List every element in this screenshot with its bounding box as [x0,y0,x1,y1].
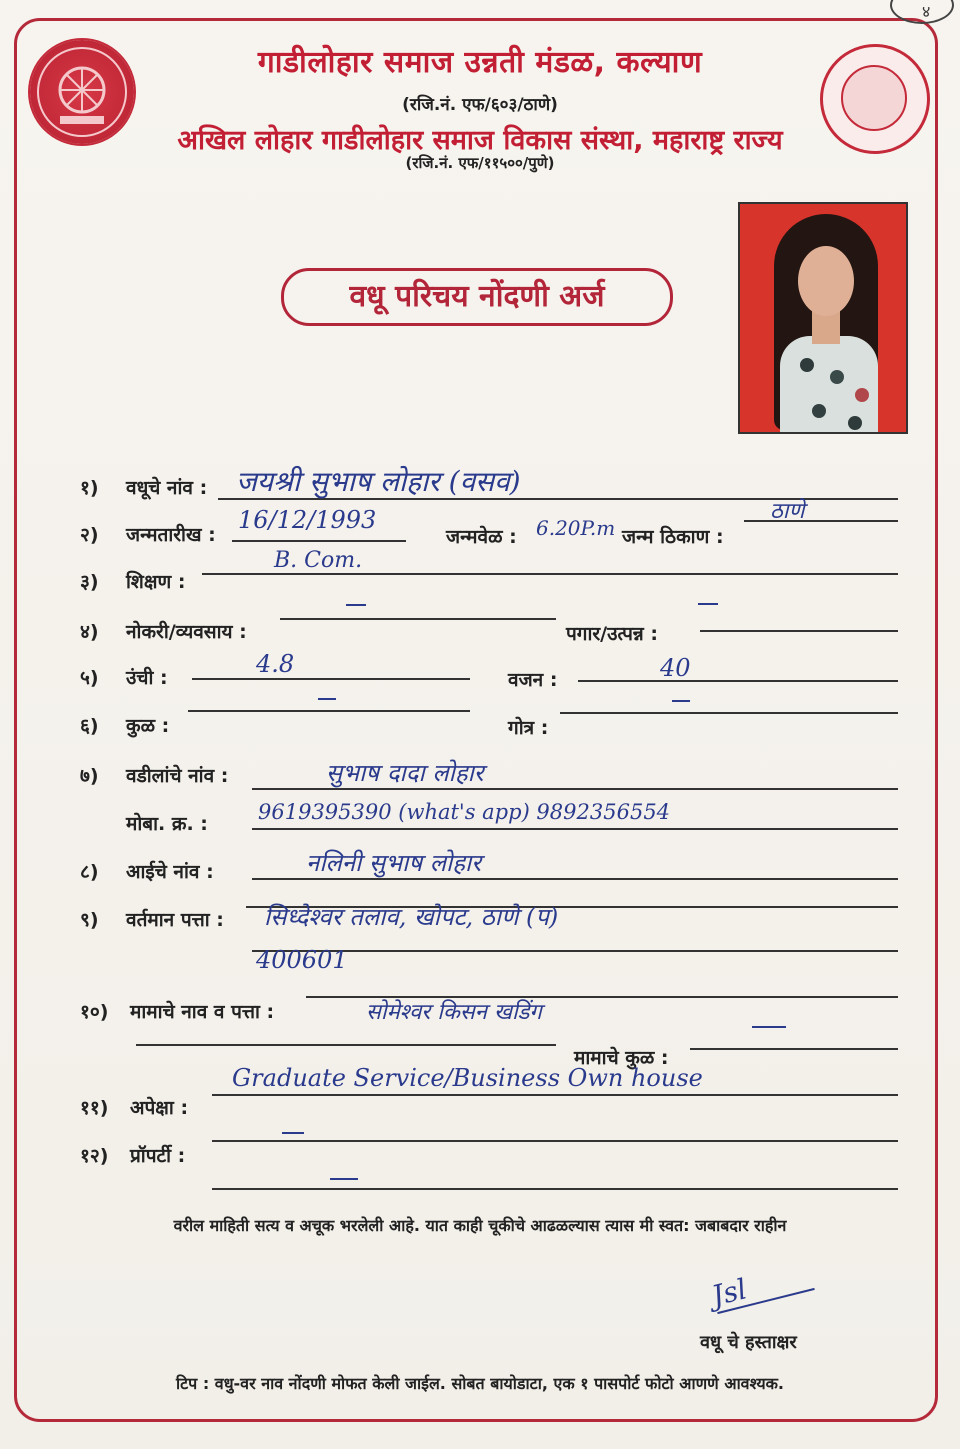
declaration-text: वरील माहिती सत्य व अचूक भरलेली आहे. यात काही चूकीचे आढळल्यास त्यास मी स्वत: जबाबदार राहीन [173,1216,787,1235]
income-label: पगार/उत्पन्न : [566,623,658,645]
org-name-primary: गाडीलोहार समाज उन्नती मंडळ, कल्याण [257,45,703,80]
row-number: ३) [80,571,99,593]
birth-time-label: जन्मवेळ : [446,526,517,548]
row-number: २) [80,524,99,546]
expectations-value[interactable]: Graduate Service/Business Own house [232,1064,703,1092]
occupation-label: नोकरी/व्यवसाय : [126,621,247,643]
father-name-label: वडीलांचे नांव : [126,765,229,787]
bride-photo [738,202,908,434]
income-line [700,630,898,632]
signature-label: वधू चे हस्ताक्षर [700,1332,797,1353]
mother-name-value[interactable]: नलिनी सुभाष लोहार [306,849,482,877]
weight-line [578,680,898,682]
occupation-blank-mark [346,604,366,606]
bride-name-value[interactable]: जयश्री सुभाष लोहार (वसव) [236,465,521,498]
address-label: वर्तमान पत्ता : [126,909,224,931]
expectations-line-2 [212,1140,898,1142]
row-number: १०) [80,1001,109,1023]
gotra-blank-mark [672,700,690,702]
maternal-uncle-value[interactable]: सोमेश्वर किसन खडिंग [366,1000,542,1025]
bride-signature: Jsl [708,1272,751,1313]
org-name-secondary: अखिल लोहार गाडीलोहार समाज विकास संस्था, महाराष्ट्र राज्य [177,125,783,156]
education-value[interactable]: B. Com. [274,548,363,573]
row-number: ७) [80,765,99,787]
row-number: ९) [80,909,99,931]
birth-place-line [744,520,898,522]
org-registration-secondary: (रजि.नं. एफ/११५००/पुणे) [405,154,555,172]
education-line [202,573,898,575]
row-number: ५) [80,667,99,689]
address-value[interactable]: सिध्देश्वर तलाव, खोपट, ठाणे (प) [264,903,559,931]
gotra-line [560,712,898,714]
address-line-2 [252,950,898,952]
birth-date-label: जन्मतारीख : [126,524,216,546]
gotra-label: गोत्र : [508,717,549,739]
education-label: शिक्षण : [126,571,186,593]
clan-blank-mark [318,698,336,700]
maternal-uncle-blank-mark [752,1026,786,1028]
birth-time-value[interactable]: 6.20P.m [536,516,616,540]
occupation-line [280,618,556,620]
maternal-uncle-label: मामाचे नाव व पत्ता : [130,1001,275,1023]
height-line [192,678,470,680]
mobile-line [252,828,898,830]
row-number: ६) [80,715,99,737]
property-blank-mark [282,1132,304,1134]
bride-name-label: वधूचे नांव : [126,477,208,499]
father-name-value[interactable]: सुभाष दादा लोहार [326,759,484,787]
clan-line [188,710,470,712]
mother-name-label: आईचे नांव : [126,861,214,883]
weight-value[interactable]: 40 [660,654,691,682]
maternal-uncle-line-2 [136,1044,556,1046]
corner-number: ४ [890,0,954,24]
expectations-label: अपेक्षा : [130,1097,189,1119]
height-label: उंची : [126,667,168,689]
footer-note: टिप : वधु-वर नाव नोंदणी मोफत केली जाईल. सोबत बायोडाटा, एक १ पासपोर्ट फोटो आणणे आवश्यक. [175,1374,785,1393]
maternal-clan-label: मामाचे कुळ : [574,1047,669,1069]
maternal-clan-line [690,1048,898,1050]
weight-label: वजन : [508,669,558,691]
address-pincode-value[interactable]: 400601 [256,946,348,974]
property-label: प्रॉपर्टी : [130,1145,186,1167]
row-number: ११) [80,1097,109,1119]
property-line [212,1188,898,1190]
form-title: वधू परिचय नोंदणी अर्ज [281,268,673,326]
birth-date-line [232,540,406,542]
mobile-label: मोबा. क्र. : [126,813,208,835]
expectations-line [212,1094,898,1096]
row-number: ४) [80,621,99,643]
clan-label: कुळ : [126,715,170,737]
income-blank-mark [698,603,718,605]
org-registration-primary: (रजि.नं. एफ/६०३/ठाणे) [402,95,558,115]
row-number: १) [80,477,99,499]
birth-place-label: जन्म ठिकाण : [622,526,724,548]
birth-place-value[interactable]: ठाणे [770,499,805,524]
row-number: १२) [80,1145,109,1167]
birth-date-value[interactable]: 16/12/1993 [238,506,377,534]
height-value[interactable]: 4.8 [256,650,295,678]
property-blank-mark-2 [330,1178,358,1180]
mobile-value[interactable]: 9619395390 (what's app) 9892356554 [258,800,671,824]
row-number: ८) [80,861,99,883]
